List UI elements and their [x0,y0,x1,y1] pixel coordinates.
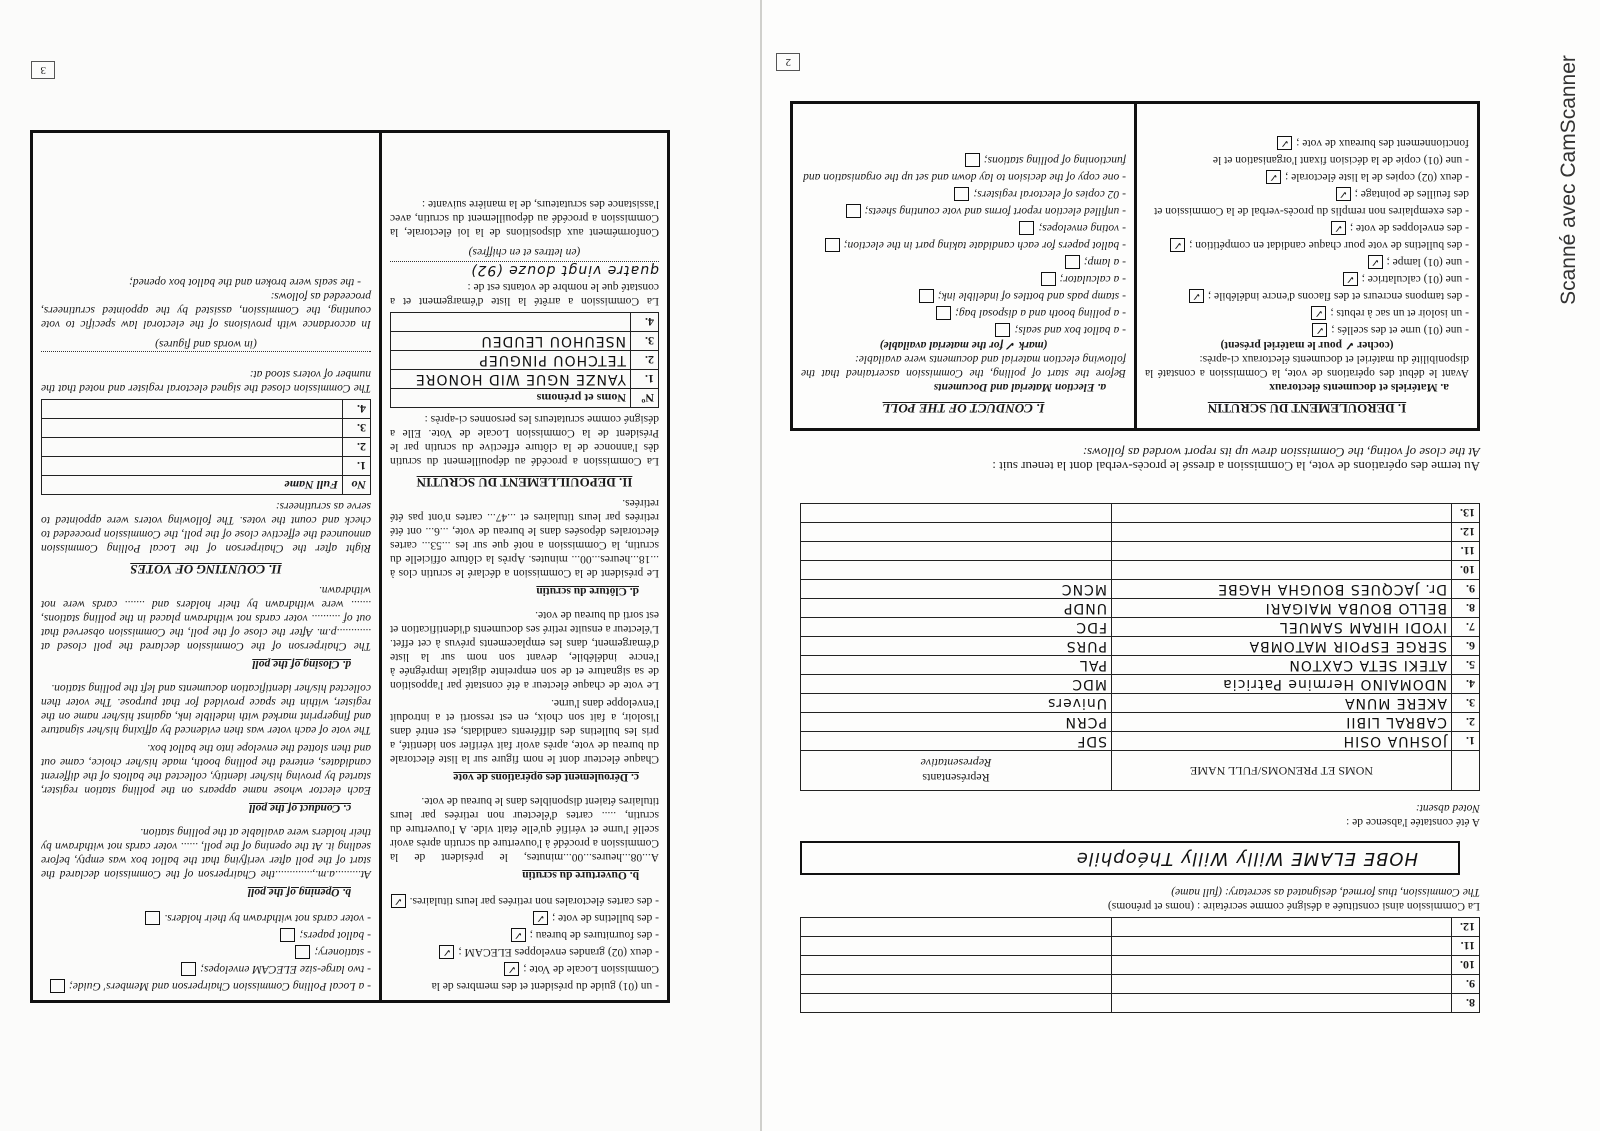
table-row [391,332,659,351]
checkbox[interactable] [50,979,65,993]
checkbox[interactable]: ✓ [439,945,454,959]
row-number: 5. [1452,656,1480,675]
checkbox[interactable]: ✓ [1368,255,1383,269]
scrutineer-name: TETCHOU PINGUEP [391,351,631,370]
page3-fr-column [379,133,667,1000]
material-item: - des cartes électorales non retirées par leurs titulaires.✓ [390,892,659,909]
absent-name [1112,542,1452,561]
material-item: - one copy of the decision to lay down and set up the organisation and functioning of polling stations; [803,154,1126,183]
material-item: - a ballot box and seals; [801,321,1126,338]
table-row [801,994,1480,1013]
scrutineer-name [42,400,343,419]
absent-representative [801,561,1112,580]
row-number: 1. [343,457,371,476]
row-number: 7. [1452,618,1480,637]
voters-note-fr: (en lettres et en chiffres) [468,246,581,258]
closing-title-en: d. Closing of the poll [252,658,351,670]
table-row [801,542,1480,561]
material-item: - une (01) copie de la décision fixant l'organisation et le fonctionnement des bureaux de vote ;✓ [1212,136,1469,166]
absent-representative: SDF [801,732,1112,751]
table-row [801,656,1480,675]
material-label: a polling booth and a disposal bag; [955,307,1120,319]
col-no: Nº [631,389,659,408]
table-row [801,637,1480,656]
material-label: des exemplaires non remplis du procès-verbal de la Commission et des feuilles de pointage ; [1154,188,1469,217]
table-row [801,694,1480,713]
voting-title-en: c. Conduct of the poll [249,802,351,814]
counting-text-fr: La Commission a procédé au dépouillement du scrutin dès l'annonce de la clôture effective du scrutin par le Président de la Commission Locale de Vote. Elle a désigné comme scrutateurs les personnes ci-après : [390,413,659,467]
checkbox[interactable]: ✓ [1170,238,1185,252]
absent-header-rep-en: Representative [920,756,992,771]
checkbox[interactable] [996,323,1011,337]
rep-cell [801,994,1112,1013]
material-label: a lamp; [1083,256,1120,268]
final-text-en: In accordance with provisions of the electoral law specific to vote counting, the Commission, assisted by the appointed scrutineers, proceeded as follows: [41,290,371,330]
row-number: 10. [1452,561,1480,580]
scrutineers-table-en [41,399,371,495]
absent-header-rep-fr: Représentants [922,771,990,786]
table-row [801,918,1480,937]
material-label: voter cards not withdrawn by their holders. [164,912,365,924]
checkbox[interactable]: ✓ [1189,289,1204,303]
table-row [801,523,1480,542]
opening-title-fr: b. Ouverture du scrutin [522,869,639,881]
table-row [801,599,1480,618]
table-row [801,504,1480,523]
counting-box [30,130,670,1003]
checkbox[interactable] [280,928,295,942]
page3-en-column [33,133,379,1000]
material-item: - des exemplaires non remplis du procès-verbal de la Commission et des feuilles de pointage ;✓ [1154,187,1469,217]
col-name: Full Name [42,476,343,495]
absent-representative [801,542,1112,561]
checkbox[interactable]: ✓ [1312,323,1327,337]
material-item: - stamp pads and bottles of indelible ink; [801,287,1126,304]
absent-representative: PURS [801,637,1112,656]
opening-title-en: b. Opening of the poll [247,886,351,898]
material-label: a Local Polling Commission Chairperson and Members' Guide; [68,980,365,992]
material-label: des bulletins de vote pour chaque candidat en compétition ; [1189,239,1463,251]
scrutineer-name: NSEUHOU LEUDEU [391,332,631,351]
table-row [42,438,371,457]
voting-text1-en: Each elector whose name appears on the polling station register, started by proving his/her identity, collected the ballots of the different candidates, entered the polling booth, made his/her choice, came out and then slotted the envelope into the ballot box. [41,742,371,796]
material-label: stamp pads and bottles of indelible ink; [937,290,1120,302]
material-item: - un isoloir et un sac à rebuts ;✓ [1145,304,1469,321]
checkbox[interactable]: ✓ [1311,306,1326,320]
material-item: - une (01) lampe ;✓ [1145,253,1469,270]
material-item: - des fournitures de bureau ;✓ [390,926,659,943]
scrutineer-name [391,313,631,332]
absent-representative [801,523,1112,542]
report-intro-fr: Au terme des opérations de vote, la Commission a dressé le procès-verbal dont la teneur suit : [992,459,1480,474]
material-item: - stationery; [41,943,371,960]
absent-name: ATEKI SETA CAXTON [1112,656,1452,675]
absent-representative: PCRN [801,713,1112,732]
checkbox[interactable]: ✓ [1277,136,1292,150]
material-label: des tampons encreurs et des flacons d'encre indélébile ; [1207,290,1463,302]
material-label: a ballot box and seals; [1014,324,1120,336]
material-item: - voting envelopes; [801,219,1126,236]
conduct-of-poll-box [790,101,1480,431]
voting-text2-en: The vote of each voter was then evidenced by affixing his/her signature and fingerprint marked with indelible ink, against his/her name on the register, within the space provided for that purpose. The voter then collected his/her identification documents and left the polling station. [41,682,371,736]
material-item: - a polling booth and a disposal bag; [801,304,1126,321]
absent-representative: Univers [801,694,1112,713]
material-label: deux (02) copies de la liste électorale ; [1285,171,1463,183]
materials-intro-fr: Avant le début des opérations de vote, la Commission a constaté la disponibilité du matériel et documents électoraux ci-après: [1145,353,1469,379]
camscanner-watermark [1554,30,1584,330]
secretary-section [790,801,1480,913]
checkbox[interactable]: ✓ [1331,221,1346,235]
checkbox[interactable] [954,187,969,201]
materials-subheading-fr: a. Matériels et documents électoraux [1269,381,1449,393]
absent-label-en: Noted absent: [1415,802,1480,814]
rep-cell [801,937,1112,956]
row-number: 3. [631,332,659,351]
material-item: - deux (02) grandes enveloppes ELECAM ;✓ [390,943,659,960]
opening-text-fr: A...08...heures...00...minutes, le président de la Commission a procédé à l'ouverture du scrutin après avoir scellé l'urne et vérifié qu'elle était vide. A l'ouverture du scrutin, ..... cartes d'électeur non retirées par leurs titulaires étaient disponibles dans le bureau de vote. [390,795,659,863]
material-label: unfilled election report forms and vote counting sheets; [864,205,1120,217]
material-label: deux (02) grandes enveloppes ELECAM ; [458,946,653,958]
absent-table [800,503,1480,791]
table-row [391,313,659,332]
absent-name [1112,561,1452,580]
material-label: un (01) guide du président et des membres de la Commission Locale de Vote ; [431,963,659,992]
material-label: voting envelopes; [1038,222,1120,234]
row-number: 1. [631,370,659,389]
conduct-heading-fr: I. DEROULEMENT DU SCRUTIN [1207,401,1407,416]
scrutineer-name [42,457,343,476]
voting-text2-fr: Le vote de chaque électeur a été constaté par l'apposition de sa signature et de son empreinte digitale imprégnée à l'encre indélébile, devant son nom sur la liste d'émargement, dans les emplacements prévus à cet effet. L'électeur a ensuite retiré ses documents d'identification et est sorti du bureau de vote. [390,609,659,691]
rep-cell [801,956,1112,975]
rep-cell [801,918,1112,937]
table-row [801,561,1480,580]
absent-header-name: NOMS ET PRENOMS/FULL NAME [1112,751,1452,791]
row-number: 13. [1452,504,1480,523]
materials-note-fr: (cocher ✓ pour le matériel présent) [1220,339,1394,351]
material-label: des bulletins de vote ; [551,912,653,924]
material-item: - une (01) calculatrice ;✓ [1145,270,1469,287]
voters-text-fr: La Commission a arrêté la liste d'émargement et a constaté que le nombre de votants est de : [390,281,659,307]
material-label: une (01) urne et des scellés ; [1331,324,1463,336]
closing-title-fr: d. Clôture du scrutin [536,585,639,597]
table-row [391,370,659,389]
name-cell [1112,937,1452,956]
secretary-name: HOBE ELAME Willy Willy Théophile [1075,848,1418,869]
material-label: a calculator; [1059,273,1120,285]
table-row [42,457,371,476]
table-row [801,675,1480,694]
voting-text1-fr: Chaque électeur dont le nom figure sur la liste électorale du bureau de vote, après avoir fait vérifier son identité, a pris les bulletins des différents candidats, est entré dans l'isoloir, a fait son choix, en est ressorti et a introduit l'enveloppe dans l'urne. [390,697,659,765]
col-no: No [343,476,371,495]
material-item: - un (01) guide du président et des membres de la Commission Locale de Vote ;✓ [431,962,659,992]
absent-name: Dr. JACQUES BOUGHA HAGBE [1112,580,1452,599]
absent-representative: MDC [801,675,1112,694]
table-row [801,956,1480,975]
material-label: des cartes électorales non retirées par leurs titulaires. [409,895,653,907]
row-number: 12. [1452,523,1480,542]
secretary-name-box [800,841,1460,875]
page-3 [0,0,760,1131]
checkbox[interactable]: ✓ [511,928,526,942]
checkbox[interactable] [936,306,951,320]
row-number: 2. [1452,713,1480,732]
scrutineer-name: YANZE NGUE WID HONORE [391,370,631,389]
secretary-label-fr: La Commission ainsi constituée a désigné comme secrétaire : (noms et prénoms) [1107,900,1480,912]
material-item: - two large-size ELECAM envelopes; [41,960,371,977]
table-row [801,618,1480,637]
page-number: 3 [32,61,56,79]
rep-cell [801,975,1112,994]
opening-text-en: At.........a.m.,.............the Chairperson of the Commission declared the start of the poll after verifying that the ballot box was empty, before sealing it. At the opening of the poll, ...... voter cards not withdrawn by their holders were available at the polling station. [41,826,371,880]
conduct-en-column [793,104,1134,428]
absent-name: SERGE ESPOIR MATOMBA [1112,637,1452,656]
absent-representative: MCNC [801,580,1112,599]
voters-note-en: (in words and figures) [155,338,257,350]
voters-text-en: The Commission closed the signed electoral register and noted that the number of voters stood at: [41,368,371,394]
material-item: - une (01) urne et des scellés ;✓ [1145,321,1469,338]
checkbox[interactable] [1019,221,1034,235]
checkbox[interactable] [846,204,861,218]
checkbox[interactable]: ✓ [533,911,548,925]
material-item: - des tampons encreurs et des flacons d'encre indélébile ;✓ [1145,287,1469,304]
absent-representative: UNDP [801,599,1112,618]
row-number: 4. [343,400,371,419]
members-table-continued [800,917,1480,1013]
final-item-text: the seals were broken and the ballot box opened; [129,276,355,288]
checkbox[interactable]: ✓ [391,894,406,908]
closing-text-en: The Chairperson of the Commission declared the poll closed at ............p.m. After the close of the poll, the Commission observed that out of .......... voter cards not withdrawn placed in the polling stations, ....... were withdrawn by their holders and ....... cards were not withdrawn. [41,584,371,652]
conduct-heading-en: I. CONDUCT OF THE POLL [882,401,1045,416]
table-row [801,713,1480,732]
row-number: 4. [1452,675,1480,694]
closing-text-fr: Le président de la Commission a déclaré le scrutin clos à ...18...heures...00... minutes. Après la clôture officielle du scrutin, la Commission a noté que sur les ...53... cartes électorales déposées dans le bureau de vote, ...6... ont été retirées par leurs titulaires et ...47... cartes n'ont pas été retirées. [390,497,659,579]
counting-text-en: Right after the Chairperson of the Local Polling Commission announced the effective close of the poll, the Commission proceeded to check and count the votes. The following voters were appointed to serve as scrutineers: [41,500,371,554]
material-item: - a Local Polling Commission Chairperson and Members' Guide; [41,977,371,994]
material-item: - ballot papers; [41,926,371,943]
row-number: 11. [1452,937,1480,956]
material-label: une (01) calculatrice ; [1361,273,1463,285]
absent-name: BELLO BOUBA MAIGARI [1112,599,1452,618]
name-cell [1112,994,1452,1013]
col-name: Noms et prénoms [391,389,631,408]
name-cell [1112,956,1452,975]
scrutineer-name [42,438,343,457]
page-number: 2 [777,53,801,71]
absent-label-fr: A été constatée l'absence de : [1346,816,1480,828]
absent-representative: FDC [801,618,1112,637]
material-label: 02 copies of electoral registers; [973,188,1120,200]
scrutineers-table-fr [390,312,659,408]
absent-name: CABRAL LIBII [1112,713,1452,732]
counting-title-en: II. COUNTING OF VOTES [130,562,282,577]
material-label: two large-size ELECAM envelopes; [200,963,365,975]
row-number: 11. [1452,542,1480,561]
material-item: - a calculator; [801,270,1126,287]
absent-name: JOSHUA OSIH [1112,732,1452,751]
table-row [42,400,371,419]
materials-intro-en: Before the start of polling, the Commission ascertained that the following election material and documents were available: [801,353,1126,379]
absent-name [1112,504,1452,523]
report-intro-en: At the close of voting, the Commission drew up its report worded as follows: [1082,445,1480,460]
row-number: 9. [1452,580,1480,599]
secretary-label-en: The Commission, thus formed, designated as secretary: (full name) [1171,886,1480,898]
absent-name: IYODI HIRAM SAMUEL [1112,618,1452,637]
checkbox[interactable] [295,945,310,959]
row-number: 3. [1452,694,1480,713]
row-number: 1. [1452,732,1480,751]
voting-title-fr: c. Déroulement des opérations de vote [453,771,639,783]
voters-count-fr: quatre vingt douze (92) [390,261,659,278]
row-number: 4. [631,313,659,332]
absent-name [1112,523,1452,542]
table-row [801,580,1480,599]
checkbox[interactable]: ✓ [1343,272,1358,286]
row-number: 2. [631,351,659,370]
name-cell [1112,918,1452,937]
materials-subheading-en: a. Election Material and Documents [933,381,1106,393]
report-intro [790,445,1480,473]
absent-name: AKERE MUNA [1112,694,1452,713]
material-item: - des bulletins de vote pour chaque candidat en compétition ;✓ [1145,236,1469,253]
material-label: des fournitures de bureau ; [529,929,653,941]
scrutineer-name [42,419,343,438]
watermark-text: Scanné avec CamScanner [1557,55,1580,305]
table-row [801,732,1480,751]
row-number: 8. [1452,599,1480,618]
table-row [801,937,1480,956]
material-label: un isoloir et un sac à rebuts ; [1330,307,1463,319]
row-number: 10. [1452,956,1480,975]
material-item: - a lamp; [801,253,1126,270]
voters-count-en [41,351,371,367]
material-item: - ballot papers for each candidate taking part in the election; [801,236,1126,253]
material-label: stationery; [314,946,365,958]
material-item: - 02 copies of electoral registers; [801,185,1126,202]
row-number: 9. [1452,975,1480,994]
material-label: des enveloppes de vote ; [1349,222,1463,234]
checkbox[interactable] [145,911,160,925]
checkbox[interactable] [1041,272,1056,286]
row-number: 6. [1452,637,1480,656]
checkbox[interactable] [1065,255,1080,269]
checkbox[interactable] [965,153,980,167]
row-number: 12. [1452,918,1480,937]
row-number: 2. [343,438,371,457]
row-number: 8. [1452,994,1480,1013]
name-cell [1112,975,1452,994]
material-label: ballot papers for each candidate taking part in the election; [843,239,1120,251]
material-label: une (01) copie de la décision fixant l'organisation et le fonctionnement des bureaux de vote ; [1212,137,1469,166]
checkbox[interactable]: ✓ [1336,187,1351,201]
material-label: one copy of the decision to lay down and set up the organisation and functioning of polling stations; [803,154,1126,183]
absent-representative: PAL [801,656,1112,675]
row-number: 3. [343,419,371,438]
checkbox[interactable] [181,962,196,976]
material-item: - voter cards not withdrawn by their holders. [41,909,371,926]
material-item: - deux (02) copies de la liste électorale ;✓ [1145,168,1469,185]
checkbox[interactable] [825,238,840,252]
table-row [391,351,659,370]
table-row [801,975,1480,994]
checkbox[interactable] [919,289,934,303]
material-item: - unfilled election report forms and vote counting sheets; [801,202,1126,219]
material-item: - des enveloppes de vote ;✓ [1145,219,1469,236]
table-row [42,419,371,438]
page-2 [760,0,1600,1131]
final-text-fr: Conformément aux dispositions de la loi électorale, la Commission a procédé au dépouillement du scrutin, avec l'assistance des scrutateurs, de la manière suivante : [390,198,659,238]
final-item-en: - the seals were broken and the ballot box opened; [129,276,361,288]
absent-name: NDOMAINO Hermine Patricia [1112,675,1452,694]
checkbox[interactable]: ✓ [504,962,519,976]
conduct-fr-column [1134,104,1477,428]
materials-note-en: (mark ✓ for the material available) [879,339,1048,351]
checkbox[interactable]: ✓ [1266,170,1281,184]
material-label: une (01) lampe ; [1386,256,1463,268]
absent-representative [801,504,1112,523]
material-item: - des bulletins de vote ;✓ [390,909,659,926]
counting-title-fr: II. DEPOUILLEMENT DU SCRUTIN [416,475,633,490]
material-label: ballot papers; [299,929,365,941]
